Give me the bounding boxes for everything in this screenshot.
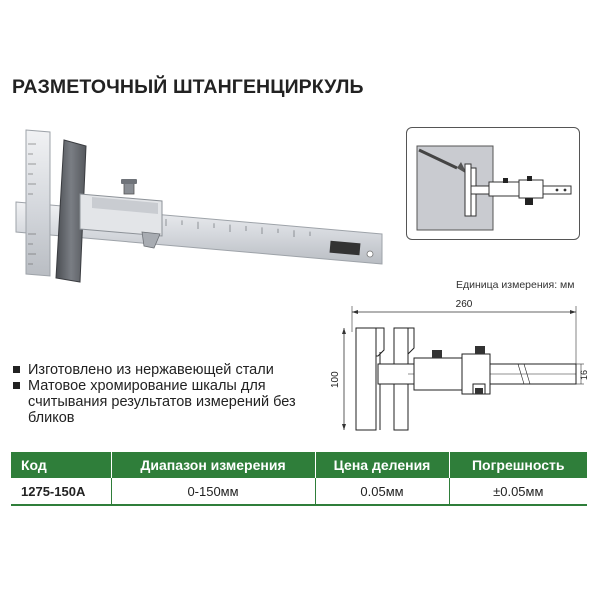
bullet-icon xyxy=(13,382,20,389)
dimension-length-label: 260 xyxy=(455,299,473,310)
unit-note: Единица измерения: мм xyxy=(456,279,575,291)
feature-text: Матовое хромирование шкалы для считывания результатов измерений без бликов xyxy=(28,378,296,426)
spec-table-header-row xyxy=(11,452,587,478)
cell-range: 0-150мм xyxy=(111,478,315,505)
cell-accuracy: ±0.05мм xyxy=(449,478,587,505)
dimension-drawing xyxy=(318,292,590,438)
cell-code: 1275-150A xyxy=(11,478,111,505)
usage-illustration-drawing xyxy=(407,128,578,238)
feature-item xyxy=(10,362,310,378)
caliper-photo xyxy=(6,124,390,284)
dimension-height-label: 100 xyxy=(330,371,341,388)
header-graduation: Цена деления xyxy=(315,452,449,478)
bullet-icon xyxy=(13,366,20,373)
header-range: Диапазон измерения xyxy=(111,452,315,478)
feature-item xyxy=(10,378,310,426)
table-row xyxy=(11,478,587,505)
feature-text: Изготовлено из нержавеющей стали xyxy=(28,362,274,378)
dimension-width-label: 16 xyxy=(579,369,589,380)
spec-table xyxy=(11,452,587,506)
page-title: РАЗМЕТОЧНЫЙ ШТАНГЕНЦИРКУЛЬ xyxy=(12,76,364,98)
usage-illustration xyxy=(406,127,580,240)
header-accuracy: Погрешность xyxy=(449,452,587,478)
feature-list xyxy=(10,362,310,426)
header-code: Код xyxy=(11,452,111,478)
cell-graduation: 0.05мм xyxy=(315,478,449,505)
